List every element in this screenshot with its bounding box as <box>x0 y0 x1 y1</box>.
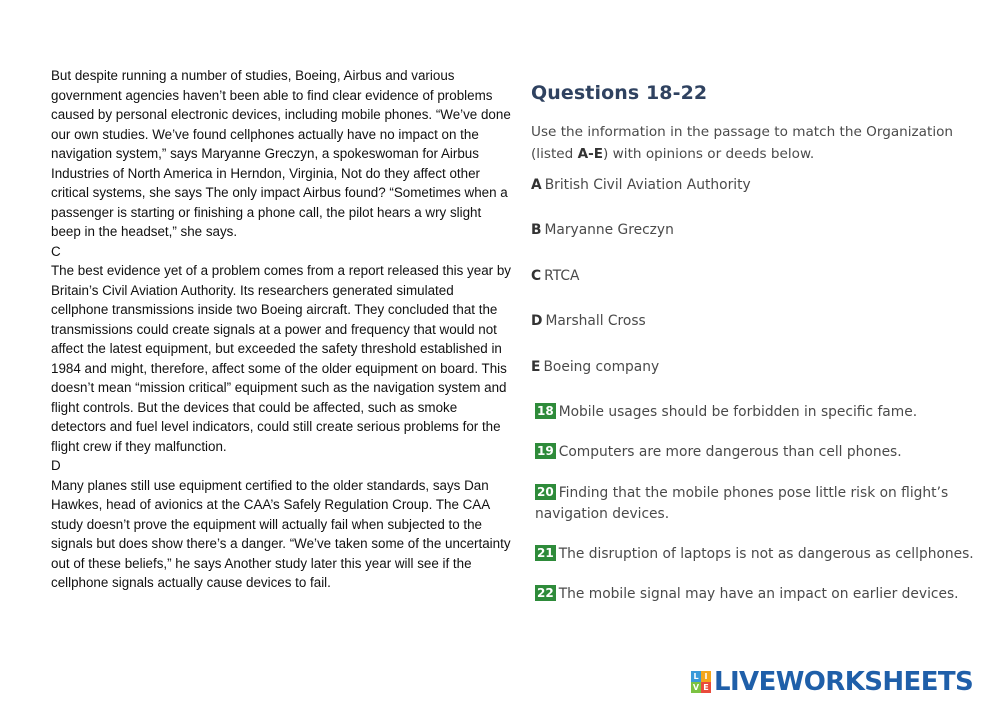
option-text: Boeing company <box>543 359 660 375</box>
liveworksheets-logo-icon <box>691 671 711 693</box>
question-21 <box>535 544 975 565</box>
reading-passage <box>51 66 513 593</box>
instruction-letters: A-E <box>577 146 604 162</box>
question-number-badge[interactable]: 22 <box>537 586 554 600</box>
question-20 <box>535 483 975 525</box>
logo-tile-l: L <box>691 671 701 682</box>
option-letter: C <box>531 268 542 284</box>
section-label-d: D <box>51 458 61 473</box>
option-letter: D <box>531 313 543 329</box>
logo-tile-e: E <box>701 682 711 693</box>
option-letter: B <box>531 222 542 238</box>
question-number-badge[interactable]: 19 <box>537 444 554 458</box>
question-number-badge[interactable]: 18 <box>537 404 554 418</box>
logo-tile-v: V <box>692 683 700 692</box>
question-22 <box>535 584 975 605</box>
question-text: The mobile signal may have an impact on earlier devices. <box>558 586 959 602</box>
logo-tile-i: I <box>701 671 711 682</box>
option-text: British Civil Aviation Authority <box>544 177 751 193</box>
option-letter: E <box>531 359 541 375</box>
passage-paragraph-2: The best evidence yet of a problem comes from a report released this year by Britain’s Civil Aviation Authority. Its researchers generated simulated cellphone transmissions inside two Boeing aircraft. They concluded that the transmissions could create signals at a power and frequency that would not affect the latest equipment, but exceeded the safety threshold established in 1984 and might, therefore, affect some of the older equipment on board. This doesn’t mean “mission critical” equipment such as the navigation system and flight controls. But the devices that could be affected, such as smoke detectors and fuel level indicators, could still create serious problems for the flight crew if they malfunction. <box>51 263 511 454</box>
passage-paragraph-3: Many planes still use equipment certified to the older standards, says Dan Hawkes, head of avionics at the CAA’s Safely Regulation Croup. The CAA study doesn’t prove the equipment will actually fail when subjected to the signals but does show there’s a danger. “We’ve taken some of the uncertainty out of these beliefs,” he says Another study later this year will see if the cellphone signals actually cause devices to fail. <box>51 477 511 590</box>
logo-wordmark: LIVEWORKSHEETS <box>714 667 974 697</box>
question-19 <box>535 442 975 463</box>
passage-paragraph-1: But despite running a number of studies, Boeing, Airbus and various government agencies haven’t been able to find clear evidence of problems caused by personal electronic devices, including mobile phones. “We’ve done our own studies. We’ve found cellphones actually have no impact on the navigation system,” says Maryanne Greczyn, a spokeswoman for Airbus Industries of North America in Herndon, Virginia, Not do they affect other critical systems, she says The only impact Airbus found? “Sometimes when a passenger is starting or finishing a phone call, the pilot hears a wry slight beep in the headset,” she says. <box>51 68 511 239</box>
instruction-text-end: ) with opinions or deeds below. <box>603 146 815 162</box>
option-d <box>531 313 646 329</box>
question-number-badge[interactable]: 21 <box>537 546 554 560</box>
option-c <box>531 268 579 284</box>
liveworksheets-logo <box>691 668 973 696</box>
option-text: Marshall Cross <box>545 313 646 329</box>
question-text: Mobile usages should be forbidden in specific fame. <box>558 404 918 420</box>
question-text: Finding that the mobile phones pose little risk on flight’s navigation devices. <box>535 485 949 522</box>
section-label-c: C <box>51 243 61 259</box>
question-number-badge[interactable]: 20 <box>537 485 554 499</box>
option-b <box>531 222 674 238</box>
option-letter: A <box>531 177 542 193</box>
option-a <box>531 177 751 193</box>
option-text: RTCA <box>544 268 580 284</box>
question-text: The disruption of laptops is not as dangerous as cellphones. <box>558 546 974 562</box>
instruction-text-start: Use the information in the passage to match the Organization (listed <box>531 124 954 162</box>
option-e <box>531 359 659 375</box>
questions-instruction <box>531 121 971 165</box>
option-text: Maryanne Greczyn <box>544 222 674 238</box>
question-18 <box>535 402 975 423</box>
question-text: Computers are more dangerous than cell phones. <box>558 444 902 460</box>
questions-title: Questions 18-22 <box>531 82 708 104</box>
